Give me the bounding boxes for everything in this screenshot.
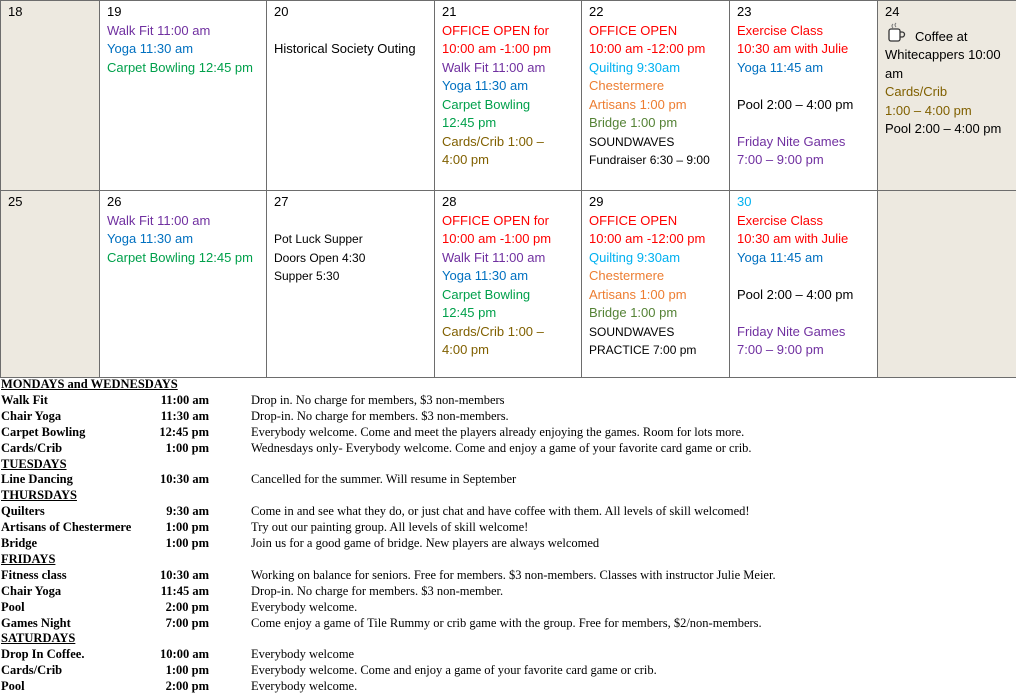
day-number: 21	[442, 4, 457, 19]
day-cell	[729, 190, 878, 378]
activity-description: Everybody welcome. Come and meet the players already enjoying the games. Room for lots more.	[251, 424, 745, 439]
day-number: 19	[107, 4, 122, 19]
event-line	[737, 77, 873, 96]
event-line: SOUNDWAVES	[589, 134, 675, 149]
legend-row	[0, 536, 1016, 552]
event-line: 4:00 pm	[442, 152, 489, 167]
activity-description: Everybody welcome	[251, 647, 355, 662]
event-line: PRACTICE 7:00 pm	[589, 343, 697, 357]
activity-name: Drop In Coffee.	[1, 647, 85, 662]
day-number: 22	[589, 4, 604, 19]
activity-name: Chair Yoga	[1, 408, 62, 423]
event-line: Artisans 1:00 pm	[589, 286, 687, 302]
legend-row	[0, 647, 1016, 663]
event-line: 10:00 am -1:00 pm	[442, 41, 552, 56]
day-cell	[581, 190, 730, 378]
event-line: Yoga 11:30 am	[107, 41, 194, 56]
activity-time: 2:00 pm	[165, 679, 209, 694]
activity-time: 1:00 pm	[165, 536, 209, 550]
activity-description: Working on balance for seniors. Free for members. $3 non-members. Classes with instructor Julie Meier.	[251, 567, 776, 582]
activity-description: Everybody welcome.	[251, 599, 358, 614]
activity-name: Walk Fit	[1, 392, 48, 407]
event-line: Walk Fit 11:00 am	[107, 212, 211, 228]
day-cell	[877, 0, 1016, 191]
event-line: Friday Nite Games	[737, 133, 846, 149]
event-line	[737, 304, 873, 323]
event-line: Yoga 11:30 am	[442, 78, 529, 93]
event-line: 10:00 am -12:00 pm	[589, 41, 706, 56]
activity-time: 1:00 pm	[165, 663, 209, 678]
event-line: Quilting 9:30am	[589, 249, 681, 265]
event-line: Walk Fit 11:00 am	[442, 249, 546, 265]
event-line	[274, 22, 430, 41]
activity-name: Quilters	[1, 504, 45, 519]
activity-name: Artisans of Chestermere	[1, 520, 132, 535]
event-line: Pool 2:00 – 4:00 pm	[885, 121, 1002, 136]
event-line: Carpet Bowling 12:45 pm	[107, 59, 253, 75]
event-line: 10:30 am with Julie	[737, 41, 849, 56]
activity-time: 1:00 pm	[165, 440, 209, 455]
day-cell	[99, 0, 267, 191]
event-line: am	[885, 65, 904, 81]
event-line: Artisans 1:00 pm	[589, 96, 687, 112]
event-line: Friday Nite Games	[737, 323, 846, 339]
legend-row	[0, 600, 1016, 616]
activity-description: Cancelled for the summer. Will resume in September	[251, 472, 517, 487]
event-line: Cards/Crib	[885, 84, 948, 99]
event-line: 1:00 – 4:00 pm	[885, 102, 972, 118]
legend-row	[0, 393, 1016, 409]
day-cell	[0, 190, 100, 378]
activity-name: Line Dancing	[1, 472, 73, 487]
activity-description: Come in and see what they do, or just chat and have coffee with them. All levels of skill welcomed!	[251, 504, 750, 519]
day-number: 30	[737, 194, 752, 209]
event-line: OFFICE OPEN for	[442, 22, 549, 38]
day-number: 27	[274, 194, 289, 209]
legend-day-heading: SATURDAYS	[1, 631, 76, 646]
event-line: 7:00 – 9:00 pm	[737, 342, 824, 357]
event-line: 4:00 pm	[442, 342, 489, 357]
legend-row	[0, 472, 1016, 488]
event-line: Yoga 11:30 am	[442, 268, 529, 283]
event-line: Fundraiser 6:30 – 9:00	[589, 153, 710, 167]
event-line: Yoga 11:45 am	[737, 249, 824, 265]
legend-row	[0, 409, 1016, 425]
day-cell	[434, 0, 582, 191]
activity-name: Fitness class	[1, 567, 67, 582]
event-line: 12:45 pm	[442, 305, 497, 320]
activity-name: Cards/Crib	[1, 663, 63, 678]
event-line: Exercise Class	[737, 22, 823, 38]
day-number: 20	[274, 4, 289, 19]
legend-day-heading: FRIDAYS	[1, 551, 56, 566]
legend-day-heading: THURSDAYS	[1, 488, 77, 503]
activity-time: 11:30 am	[160, 408, 209, 423]
event-line: Cards/Crib 1:00 –	[442, 323, 544, 339]
event-line: Carpet Bowling 12:45 pm	[107, 249, 253, 265]
activity-description: Join us for a good game of bridge. New players are always welcomed	[251, 536, 600, 550]
legend-row	[0, 568, 1016, 584]
event-line: Pot Luck Supper	[274, 232, 363, 246]
day-cell	[0, 0, 100, 191]
day-number: 28	[442, 194, 457, 209]
activity-name: Chair Yoga	[1, 583, 62, 598]
legend-row	[0, 504, 1016, 520]
legend-row	[0, 441, 1016, 457]
event-line	[737, 114, 873, 133]
legend-row	[0, 425, 1016, 441]
coffee-cup-icon	[885, 22, 907, 44]
activity-name: Games Night	[1, 615, 71, 630]
event-line: Carpet Bowling	[442, 96, 531, 112]
event-line: 10:00 am -12:00 pm	[589, 231, 706, 246]
activity-time: 11:45 am	[160, 583, 209, 598]
day-number: 26	[107, 194, 122, 209]
day-number: 25	[8, 194, 23, 209]
activity-name: Pool	[1, 599, 25, 614]
event-line: Carpet Bowling	[442, 286, 531, 302]
activity-description: Drop-in. No charge for members. $3 non-members.	[251, 408, 509, 423]
event-line: OFFICE OPEN	[589, 22, 678, 38]
activity-description: Wednesdays only- Everybody welcome. Come and enjoy a game of your favorite card game or crib.	[251, 440, 752, 455]
legend-row	[0, 679, 1016, 695]
legend-row	[0, 616, 1016, 632]
legend-day-heading: TUESDAYS	[1, 456, 67, 471]
activity-time: 11:00 am	[160, 392, 209, 407]
legend-day-heading: MONDAYS and WEDNESDAYS	[1, 377, 178, 391]
event-line	[274, 212, 430, 231]
day-cell	[877, 190, 1016, 378]
event-line: Quilting 9:30am	[589, 59, 681, 75]
legend-row	[0, 663, 1016, 679]
day-cell	[266, 190, 435, 378]
activity-time: 7:00 pm	[165, 615, 209, 630]
day-cell	[581, 0, 730, 191]
activity-description: Drop-in. No charge for members. $3 non-member.	[251, 583, 504, 598]
activity-description: Drop in. No charge for members, $3 non-members	[251, 392, 505, 407]
day-cell	[434, 190, 582, 378]
activity-description: Everybody welcome.	[251, 679, 358, 694]
activity-name: Pool	[1, 679, 25, 694]
event-line: Walk Fit 11:00 am	[442, 59, 546, 75]
activity-name: Bridge	[1, 536, 38, 550]
event-line: Bridge 1:00 pm	[589, 305, 678, 320]
event-line: OFFICE OPEN	[589, 212, 678, 228]
day-number: 24	[885, 4, 900, 19]
event-line: Exercise Class	[737, 212, 823, 228]
event-line	[737, 267, 873, 286]
activity-time: 9:30 am	[166, 504, 209, 519]
legend-row	[0, 584, 1016, 600]
day-cell	[729, 0, 878, 191]
day-number: 29	[589, 194, 604, 209]
event-line: Historical Society Outing	[274, 41, 416, 56]
event-line: SOUNDWAVES	[589, 324, 675, 339]
event-line: Pool 2:00 – 4:00 pm	[737, 96, 854, 112]
activity-description: Come enjoy a game of Tile Rummy or crib game with the group. Free for members, $2/non-members.	[251, 615, 762, 630]
event-line: Supper 5:30	[274, 269, 340, 283]
event-line: 10:30 am with Julie	[737, 231, 849, 246]
event-line: Bridge 1:00 pm	[589, 115, 678, 130]
event-line: 12:45 pm	[442, 115, 497, 130]
event-line: Walk Fit 11:00 am	[107, 22, 211, 38]
day-number	[885, 193, 1012, 212]
event-line: Yoga 11:30 am	[107, 231, 194, 246]
day-number: 18	[8, 4, 23, 19]
activity-name: Carpet Bowling	[1, 424, 86, 439]
activity-time: 1:00 pm	[165, 520, 209, 535]
activity-time: 12:45 pm	[159, 424, 209, 439]
activity-time: 2:00 pm	[165, 599, 209, 614]
event-line: Chestermere	[589, 78, 665, 93]
event-line: Chestermere	[589, 268, 665, 283]
event-line: 10:00 am -1:00 pm	[442, 231, 552, 246]
day-cell	[266, 0, 435, 191]
event-line: Doors Open 4:30	[274, 250, 366, 265]
activity-description: Everybody welcome. Come and enjoy a game of your favorite card game or crib.	[251, 663, 657, 678]
activity-time: 10:30 am	[160, 567, 209, 582]
event-line	[885, 22, 1012, 47]
activity-name: Cards/Crib	[1, 440, 63, 455]
schedule-legend	[0, 377, 1016, 696]
event-text: Coffee at	[915, 28, 968, 44]
event-line: OFFICE OPEN for	[442, 212, 549, 228]
legend-row	[0, 520, 1016, 536]
day-number: 23	[737, 4, 752, 19]
event-line: Whitecappers 10:00	[885, 47, 1001, 62]
day-cell	[99, 190, 267, 378]
event-line: Pool 2:00 – 4:00 pm	[737, 286, 854, 302]
event-line: Yoga 11:45 am	[737, 59, 824, 75]
activity-time: 10:30 am	[160, 472, 209, 487]
event-line: Cards/Crib 1:00 –	[442, 133, 544, 149]
event-line: 7:00 – 9:00 pm	[737, 152, 824, 167]
activity-time: 10:00 am	[160, 647, 209, 662]
activity-description: Try out our painting group. All levels of skill welcome!	[251, 520, 529, 535]
